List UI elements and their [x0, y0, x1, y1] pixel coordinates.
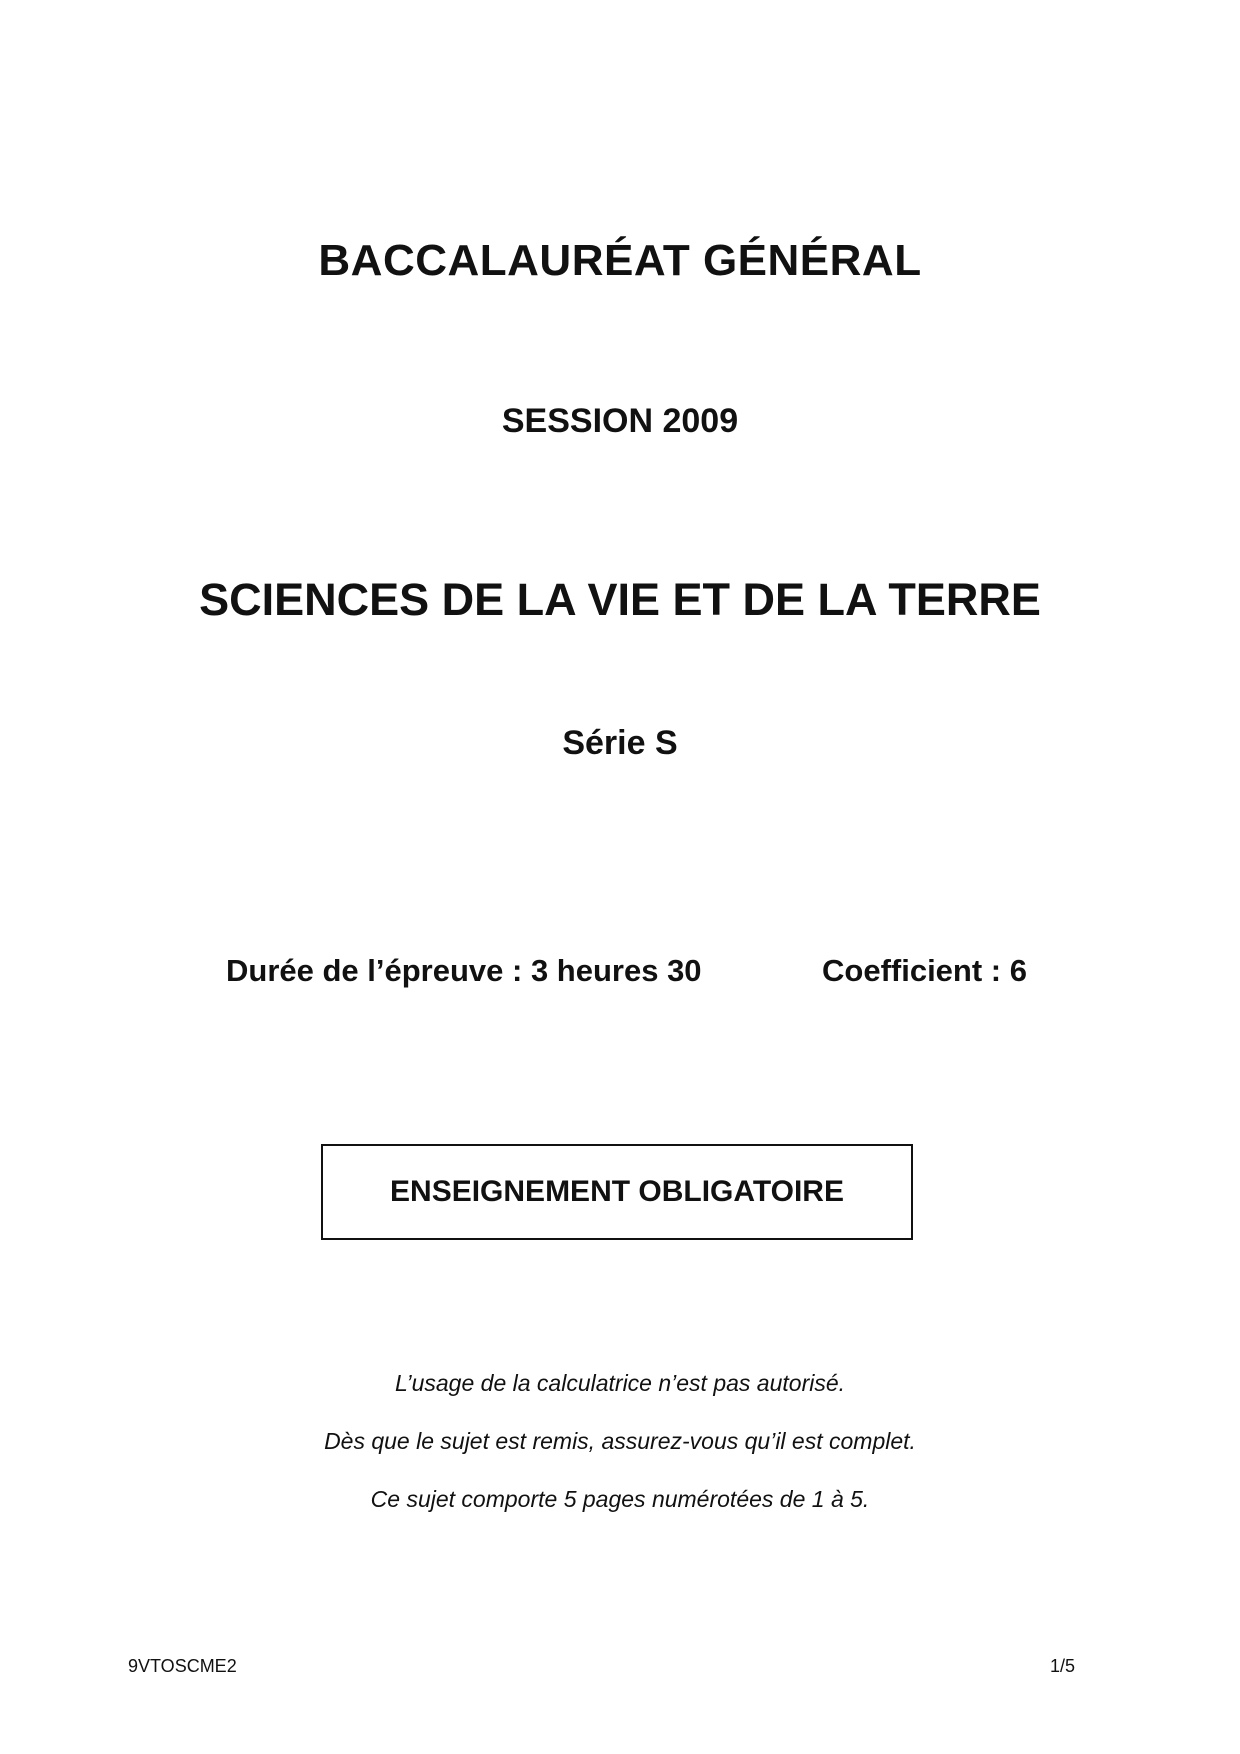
- track-box: [321, 1144, 913, 1240]
- instruction-calculator: L’usage de la calculatrice n’est pas autorisé.: [394, 1370, 846, 1396]
- track-label: ENSEIGNEMENT OBLIGATOIRE: [390, 1175, 844, 1208]
- instruction-check-complete: Dès que le sujet est remis, assurez-vous qu’il est complet.: [324, 1428, 916, 1454]
- session-year: SESSION 2009: [501, 402, 739, 440]
- exam-duration: Durée de l’épreuve : 3 heures 30: [226, 953, 702, 988]
- exam-coefficient: Coefficient : 6: [822, 953, 1027, 988]
- footer-subject-code: 9VTOSCME2: [128, 1656, 237, 1676]
- footer-page-number: 1/5: [1050, 1656, 1076, 1676]
- exam-title: BACCALAURÉAT GÉNÉRAL: [318, 236, 922, 285]
- serie-label: Série S: [562, 724, 678, 762]
- subject-title: SCIENCES DE LA VIE ET DE LA TERRE: [199, 574, 1041, 625]
- instruction-page-count: Ce sujet comporte 5 pages numérotées de 1 à 5.: [370, 1486, 870, 1512]
